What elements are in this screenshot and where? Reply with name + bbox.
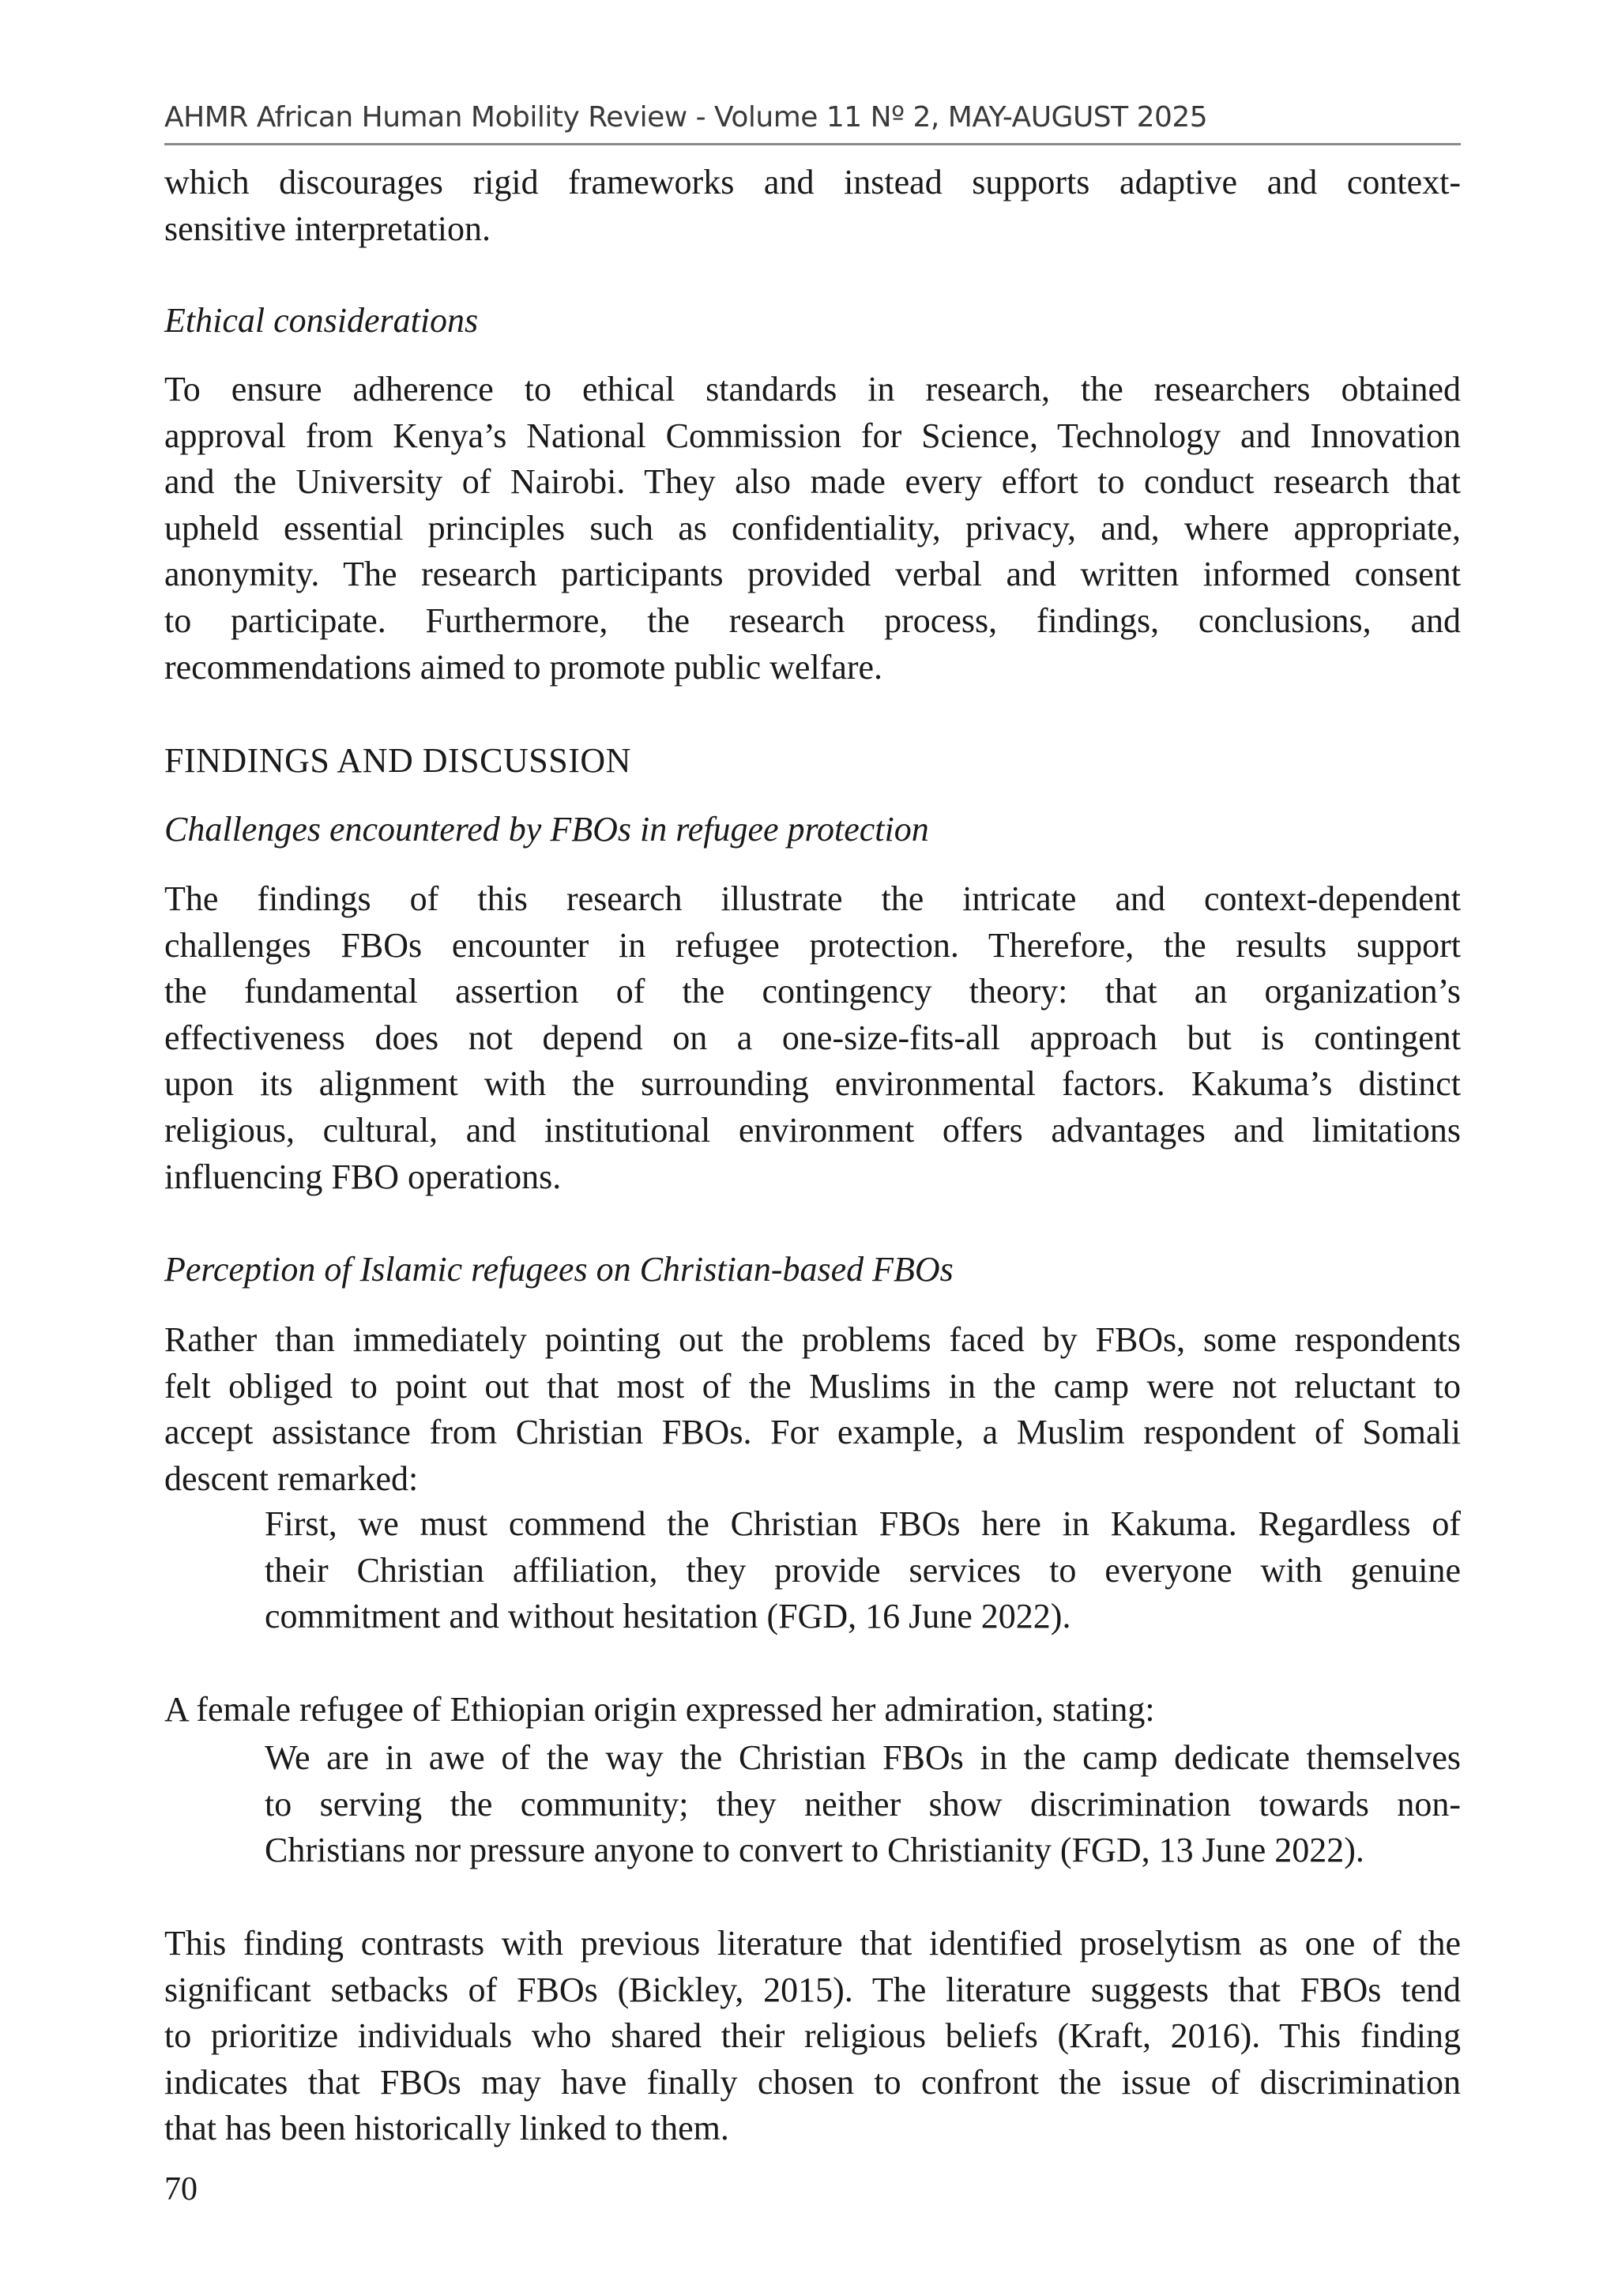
text-line: significant setbacks of FBOs (Bickley, 2015). The literature suggests that FBOs tend: [164, 1970, 1461, 2009]
text-line: effectiveness does not depend on a one-size-fits-all approach but is contingent: [164, 1018, 1461, 1057]
paragraph: [164, 160, 1461, 252]
text-line: anonymity. The research participants provided verbal and written informed consent: [164, 555, 1461, 594]
heading-text: FINDINGS AND DISCUSSION: [164, 741, 631, 780]
page-number: 70: [164, 2171, 198, 2208]
heading-text: Ethical considerations: [164, 301, 479, 340]
text-line: descent remarked:: [164, 1459, 419, 1498]
text-line: To ensure adherence to ethical standards in research, the researchers obtained: [164, 370, 1461, 408]
paragraph: [164, 1317, 1461, 1502]
text-line: the fundamental assertion of the contingency theory: that an organization’s: [164, 972, 1461, 1011]
text-line: approval from Kenya’s National Commission for Science, Technology and Innovation: [164, 416, 1461, 455]
running-header: AHMR African Human Mobility Review - Volume 11 Nº 2, MAY-AUGUST 2025: [164, 101, 1208, 134]
text-line: commitment and without hesitation (FGD, 16 June 2022).: [265, 1597, 1071, 1636]
text-line: First, we must commend the Christian FBOs here in Kakuma. Regardless of: [265, 1504, 1461, 1543]
text-line: influencing FBO operations.: [164, 1157, 562, 1196]
section-subheading: [164, 807, 1461, 853]
section-subheading: [164, 298, 1461, 344]
paragraph: [164, 1921, 1461, 2152]
section-subheading: [164, 1247, 1461, 1293]
text-line: to participate. Furthermore, the research process, findings, conclusions, and: [164, 600, 1461, 640]
text-line: upon its alignment with the surrounding environmental factors. Kakuma’s distinct: [164, 1064, 1461, 1104]
text-line: their Christian affiliation, they provide services to everyone with genuine: [265, 1550, 1461, 1590]
header-divider: [164, 143, 1461, 145]
block-quote: [265, 1501, 1461, 1640]
text-line: challenges FBOs encounter in refugee protection. Therefore, the results support: [164, 925, 1461, 965]
paragraph: [164, 1687, 1461, 1733]
text-line: We are in awe of the way the Christian FBOs in the camp dedicate themselves: [265, 1738, 1461, 1777]
text-line: sensitive interpretation.: [164, 209, 491, 248]
text-line: upheld essential principles such as confidentiality, privacy, and, where appropriate,: [164, 508, 1461, 548]
text-line: to prioritize individuals who shared their religious beliefs (Kraft, 2016). This finding: [164, 2016, 1461, 2056]
block-quote: [265, 1735, 1461, 1874]
paragraph: [164, 876, 1461, 1200]
text-line: that has been historically linked to them.: [164, 2109, 729, 2148]
text-line: accept assistance from Christian FBOs. For example, a Muslim respondent of Somali: [164, 1413, 1461, 1452]
text-line: felt obliged to point out that most of the Muslims in the camp were not reluctant to: [164, 1366, 1461, 1406]
text-line: Christians nor pressure anyone to convert to Christianity (FGD, 13 June 2022).: [265, 1831, 1364, 1870]
text-line: recommendations aimed to promote public welfare.: [164, 647, 883, 687]
paragraph: [164, 367, 1461, 691]
text-line: which discourages rigid frameworks and instead supports adaptive and context-: [164, 163, 1461, 201]
text-line: indicates that FBOs may have finally chosen to confront the issue of discrimination: [164, 2062, 1461, 2102]
text-line: This finding contrasts with previous literature that identified proselytism as one of the: [164, 1924, 1461, 1963]
heading-text: Perception of Islamic refugees on Christian-based FBOs: [164, 1250, 954, 1289]
text-line: A female refugee of Ethiopian origin expressed her admiration, stating:: [164, 1690, 1155, 1729]
text-line: religious, cultural, and institutional environment offers advantages and limitations: [164, 1110, 1461, 1150]
text-line: Rather than immediately pointing out the problems faced by FBOs, some respondents: [164, 1320, 1461, 1359]
text-line: to serving the community; they neither show discrimination towards non-: [265, 1784, 1461, 1824]
text-line: and the University of Nairobi. They also made every effort to conduct research that: [164, 462, 1461, 502]
text-line: The findings of this research illustrate the intricate and context-dependent: [164, 879, 1461, 918]
heading-text: Challenges encountered by FBOs in refugee protection: [164, 810, 929, 849]
section-heading: [164, 738, 1461, 785]
